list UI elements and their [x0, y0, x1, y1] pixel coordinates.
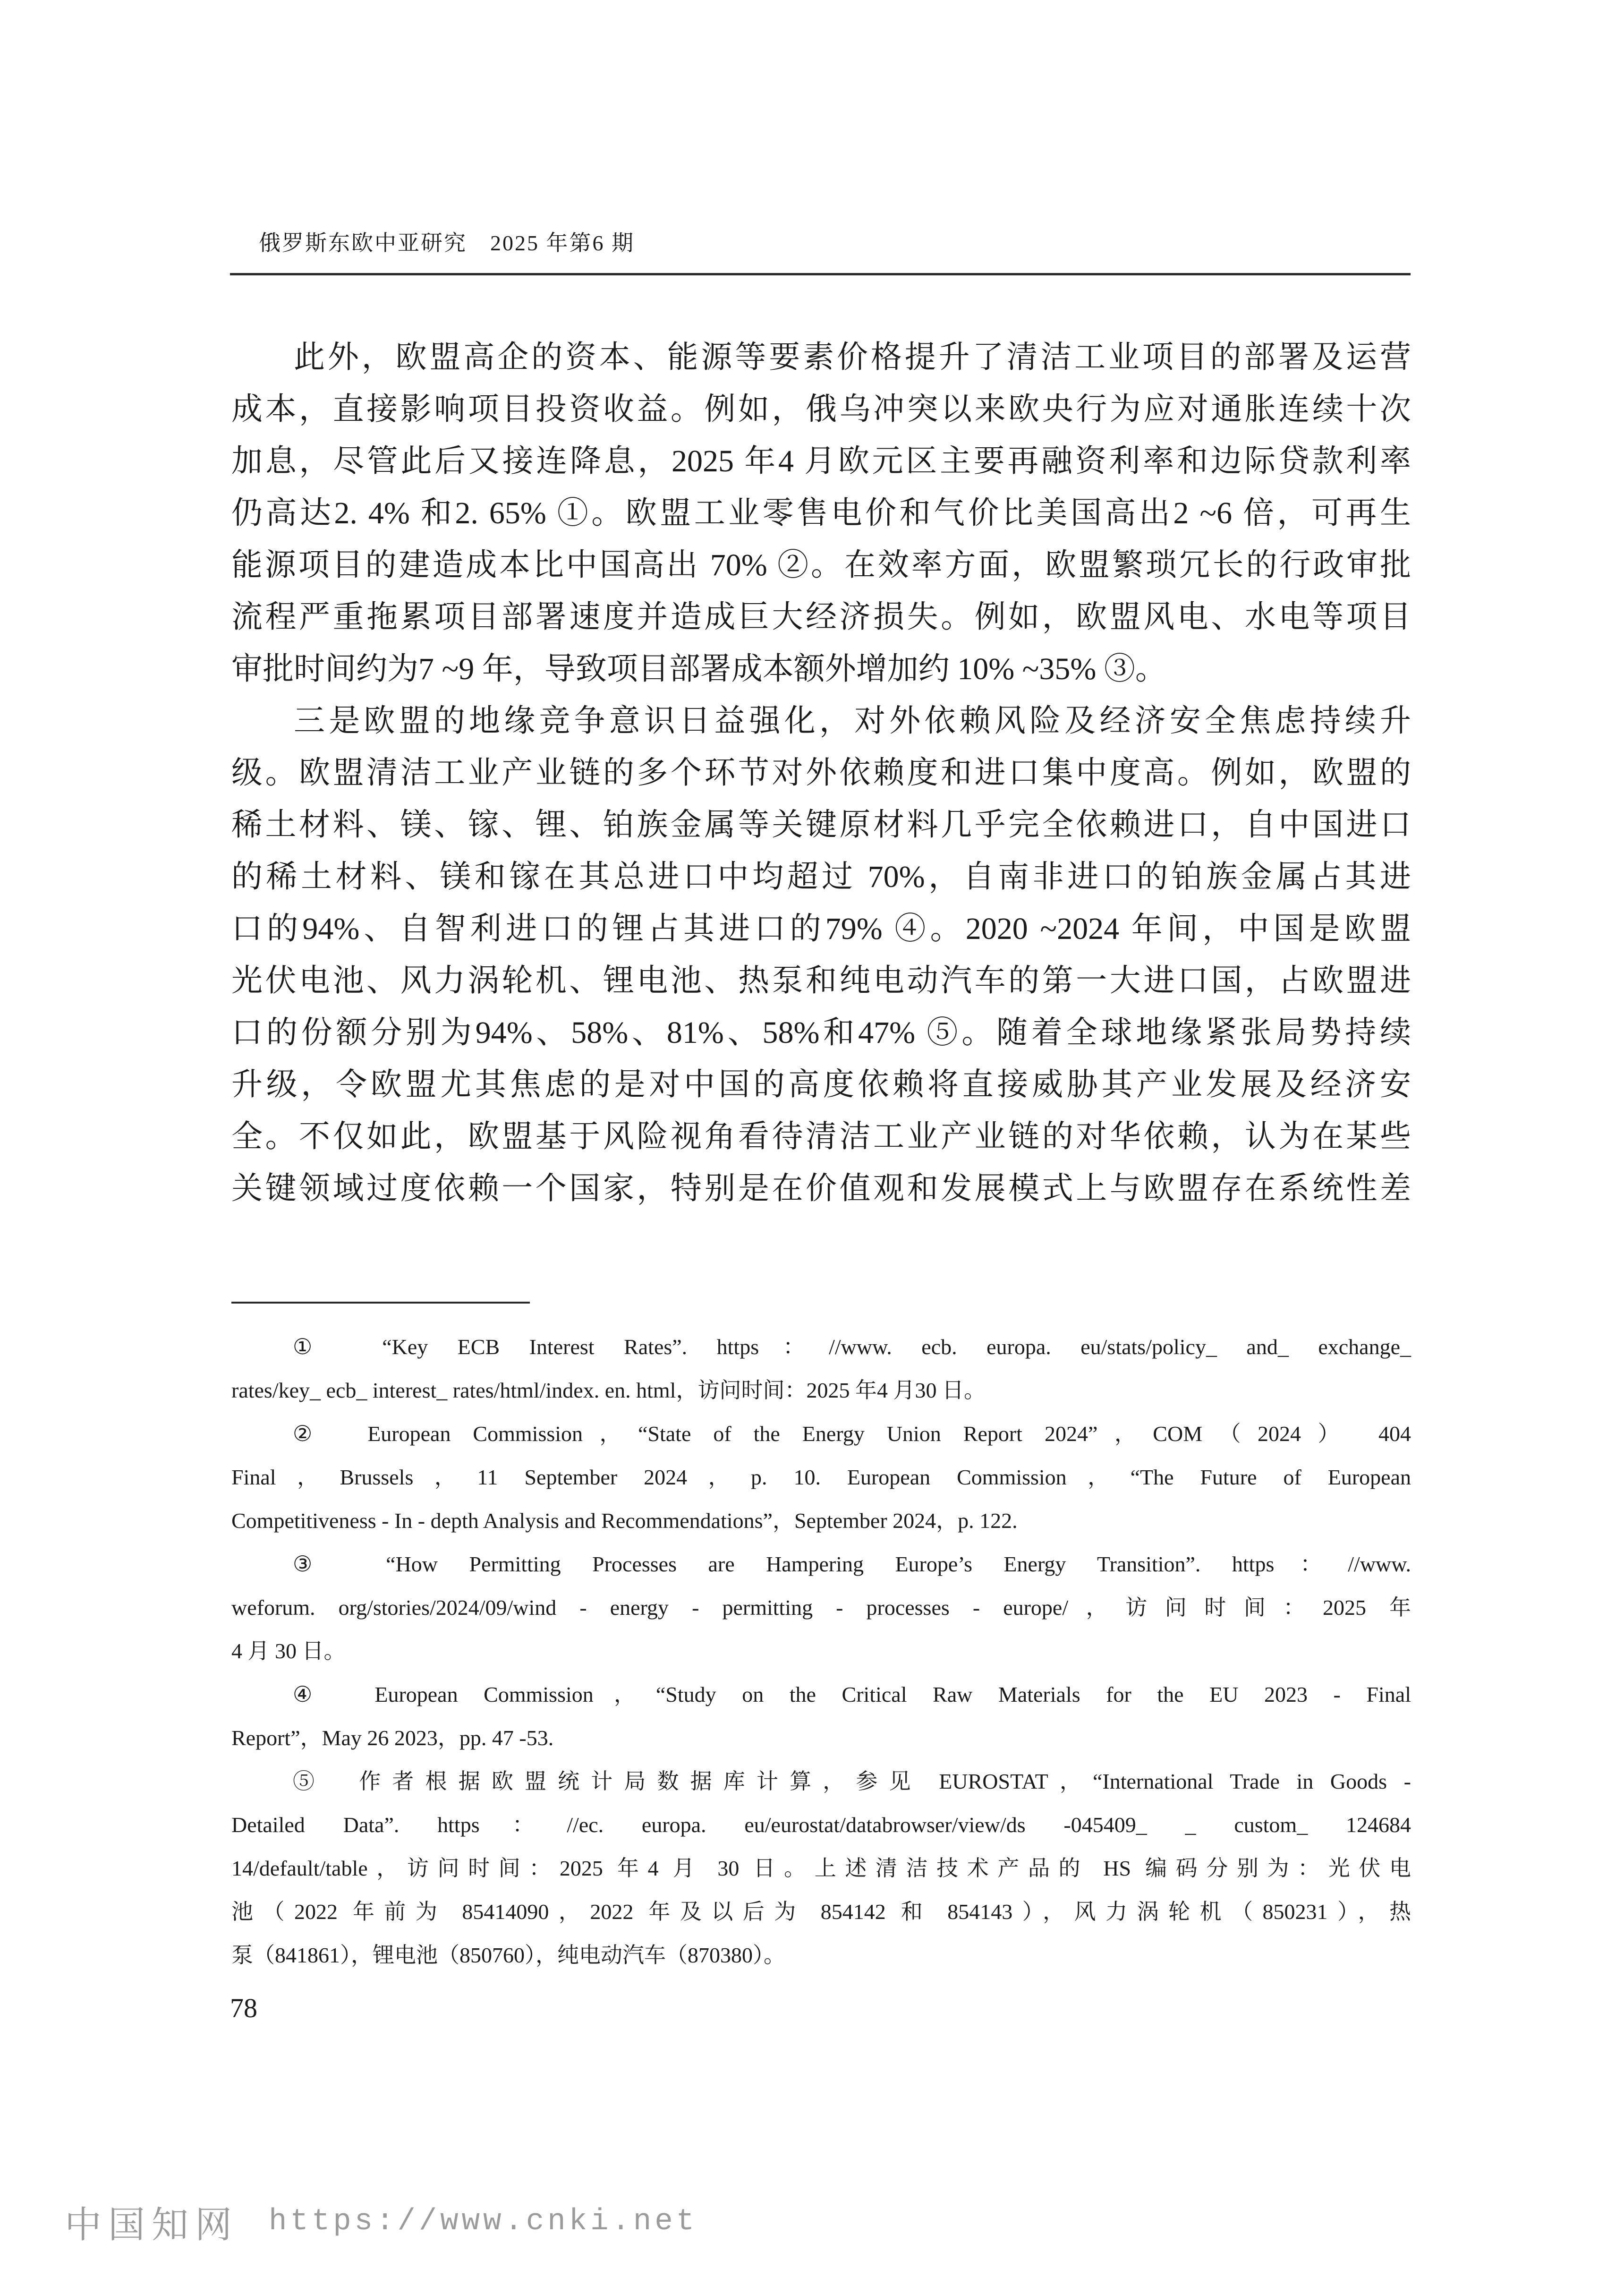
body-line: 口的份额分别为94%、58%、81%、58%和47% ⑤。随着全球地缘紧张局势持续 — [231, 1015, 1411, 1050]
footnotes — [231, 1325, 1411, 1977]
body-line: 稀土材料、镁、镓、锂、铂族金属等关键原材料几乎完全依赖进口，自中国进口 — [231, 808, 1411, 842]
body-line: 此外，欧盟高企的资本、能源等要素价格提升了清洁工业项目的部署及运营 — [294, 340, 1411, 375]
body-line: 升级，令欧盟尤其焦虑的是对中国的高度依赖将直接威胁其产业发展及经济安 — [231, 1067, 1411, 1102]
body-line: 口的94%、自智利进口的锂占其进口的79% ④。2020 ~2024 年间，中国是欧盟 — [231, 912, 1411, 946]
body-line: 仍高达2. 4% 和2. 65% ①。欧盟工业零售电价和气价比美国高出2 ~6 倍，可再生 — [231, 496, 1411, 530]
body-line: 光伏电池、风力涡轮机、锂电池、热泵和纯电动汽车的第一大进口国，占欧盟进 — [231, 964, 1411, 998]
page-number: 78 — [230, 1993, 257, 2023]
body-line: 能源项目的建造成本比中国高出 70% ②。在效率方面，欧盟繁琐冗长的行政审批 — [231, 548, 1411, 582]
watermark-url: https://www.cnki.net — [269, 2205, 698, 2239]
footnote-line: ③ “How Permitting Processes are Hampering Europe’s Energy Transition”. https：//www. — [293, 1552, 1411, 1576]
body-line: 加息，尽管此后又接连降息，2025 年4 月欧元区主要再融资利率和边际贷款利率 — [231, 444, 1411, 478]
footnote-line: Competitiveness - In - depth Analysis and Recommendations”，September 2024，p. 122. — [231, 1509, 1018, 1533]
body-line: 审批时间约为7 ~9 年，导致项目部署成本额外增加约 10% ~35% ③。 — [231, 652, 1166, 686]
watermark-brand: 中国知网 — [65, 2204, 239, 2245]
footnote-line: ① “Key ECB Interest Rates”. https：//www. ecb. europa. eu/stats/policy_ and_ exchange_ — [293, 1335, 1411, 1359]
body-paragraph-1 — [231, 332, 1411, 695]
footnote-line: Report”，May 26 2023，pp. 47 -53. — [231, 1726, 554, 1750]
body-line: 成本，直接影响项目投资收益。例如，俄乌冲突以来欧央行为应对通胀连续十次 — [231, 392, 1411, 426]
body-line: 全。不仅如此，欧盟基于风险视角看待清洁工业产业链的对华依赖，认为在某些 — [231, 1119, 1411, 1154]
footnote-line: ② European Commission，“State of the Energy Union Report 2024”，COM（2024） 404 — [293, 1422, 1411, 1446]
body-line: 关键领域过度依赖一个国家，特别是在价值观和发展模式上与欧盟存在系统性差 — [231, 1171, 1411, 1206]
footnote-line: 14/default/table，访问时间：2025 年4 月 30 日。上述清洁技术产品的 HS 编码分别为：光伏电 — [231, 1856, 1411, 1880]
footnote-line: 泵（841861），锂电池（850760），纯电动汽车（870380）。 — [231, 1943, 785, 1967]
watermark — [65, 2195, 726, 2248]
header-rule — [230, 273, 1411, 275]
body-line: 流程严重拖累项目部署速度并造成巨大经济损失。例如，欧盟风电、水电等项目 — [231, 600, 1411, 634]
footnote-line: 4 月 30 日。 — [231, 1639, 346, 1663]
footnote-line: Final，Brussels，11 September 2024，p. 10. European Commission，“The Future of European — [231, 1465, 1411, 1489]
footnote-line: weforum. org/stories/2024/09/wind - energy - permitting - processes - europe/，访问时间：2025 年 — [231, 1595, 1411, 1620]
body-line: 级。欧盟清洁工业产业链的多个环节对外依赖度和进口集中度高。例如，欧盟的 — [231, 756, 1411, 790]
footnote-line: 池（2022 年前为 85414090，2022 年及以后为 854142 和 854143），风力涡轮机（850231），热 — [231, 1900, 1411, 1924]
body-line: 三是欧盟的地缘竞争意识日益强化，对外依赖风险及经济安全焦虑持续升 — [294, 704, 1411, 738]
footnote-line: Detailed Data”. https：//ec. europa. eu/eurostat/databrowser/view/ds -045409_ _ custom_ 124684 — [231, 1813, 1411, 1837]
body-line: 的稀土材料、镁和镓在其总进口中均超过 70%，自南非进口的铂族金属占其进 — [231, 860, 1411, 894]
journal-header-title: 俄罗斯东欧中亚研究 2025 年第6 期 — [259, 231, 635, 255]
footnote-line: rates/key_ ecb_ interest_ rates/html/index. en. html，访问时间：2025 年4 月30 日。 — [231, 1378, 986, 1402]
article-body — [231, 332, 1411, 1215]
body-paragraph-2 — [231, 695, 1411, 1215]
footnote-line: ④ European Commission，“Study on the Critical Raw Materials for the EU 2023 - Final — [293, 1682, 1411, 1706]
footnote-divider — [231, 1302, 530, 1304]
footnote-line: ⑤ 作者根据欧盟统计局数据库计算，参见 EUROSTAT，“International Trade in Goods - — [293, 1769, 1411, 1793]
